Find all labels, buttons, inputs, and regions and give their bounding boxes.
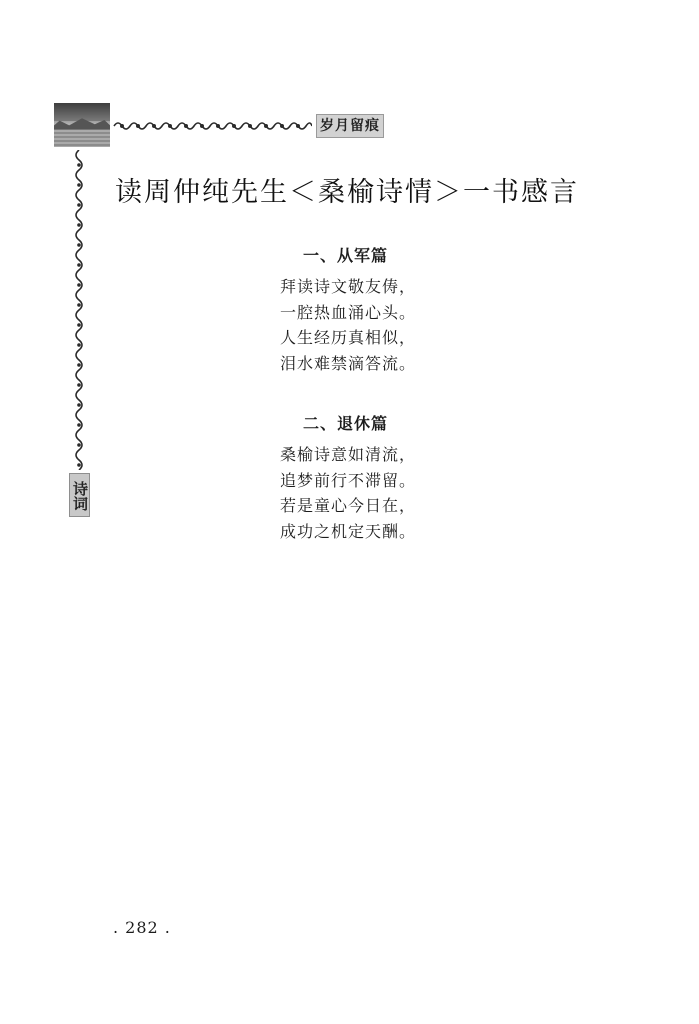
article-title: 读周仲纯先生＜桑榆诗情＞一书感言 xyxy=(115,177,579,208)
category-tab: 诗词 xyxy=(69,473,90,517)
poem-section-heading: 二、退休篇 xyxy=(303,414,389,433)
section-label-badge: 岁月留痕 xyxy=(316,114,384,138)
poem-line: 追梦前行不滞留。 xyxy=(280,470,417,490)
poem-line: 桑榆诗意如清流， xyxy=(280,445,417,464)
side-scroll-ornament xyxy=(73,150,85,470)
poem-section-heading: 一、从军篇 xyxy=(303,246,389,265)
poem-line: 拜读诗文敬友俦， xyxy=(280,277,417,296)
header-landscape-image xyxy=(54,103,110,147)
poem-line: 成功之机定天酬。 xyxy=(280,521,417,541)
poem-section-1 xyxy=(270,243,490,376)
poem-line: 若是童心今日在， xyxy=(280,496,417,515)
page-number: . 282 . xyxy=(113,918,171,937)
poem-line: 人生经历真相似， xyxy=(280,328,417,347)
header-scroll-ornament xyxy=(112,119,312,133)
poem-line: 泪水难禁滴答流。 xyxy=(280,353,417,373)
poem-section-2 xyxy=(270,411,490,544)
poem-line: 一腔热血涌心头。 xyxy=(280,302,417,322)
